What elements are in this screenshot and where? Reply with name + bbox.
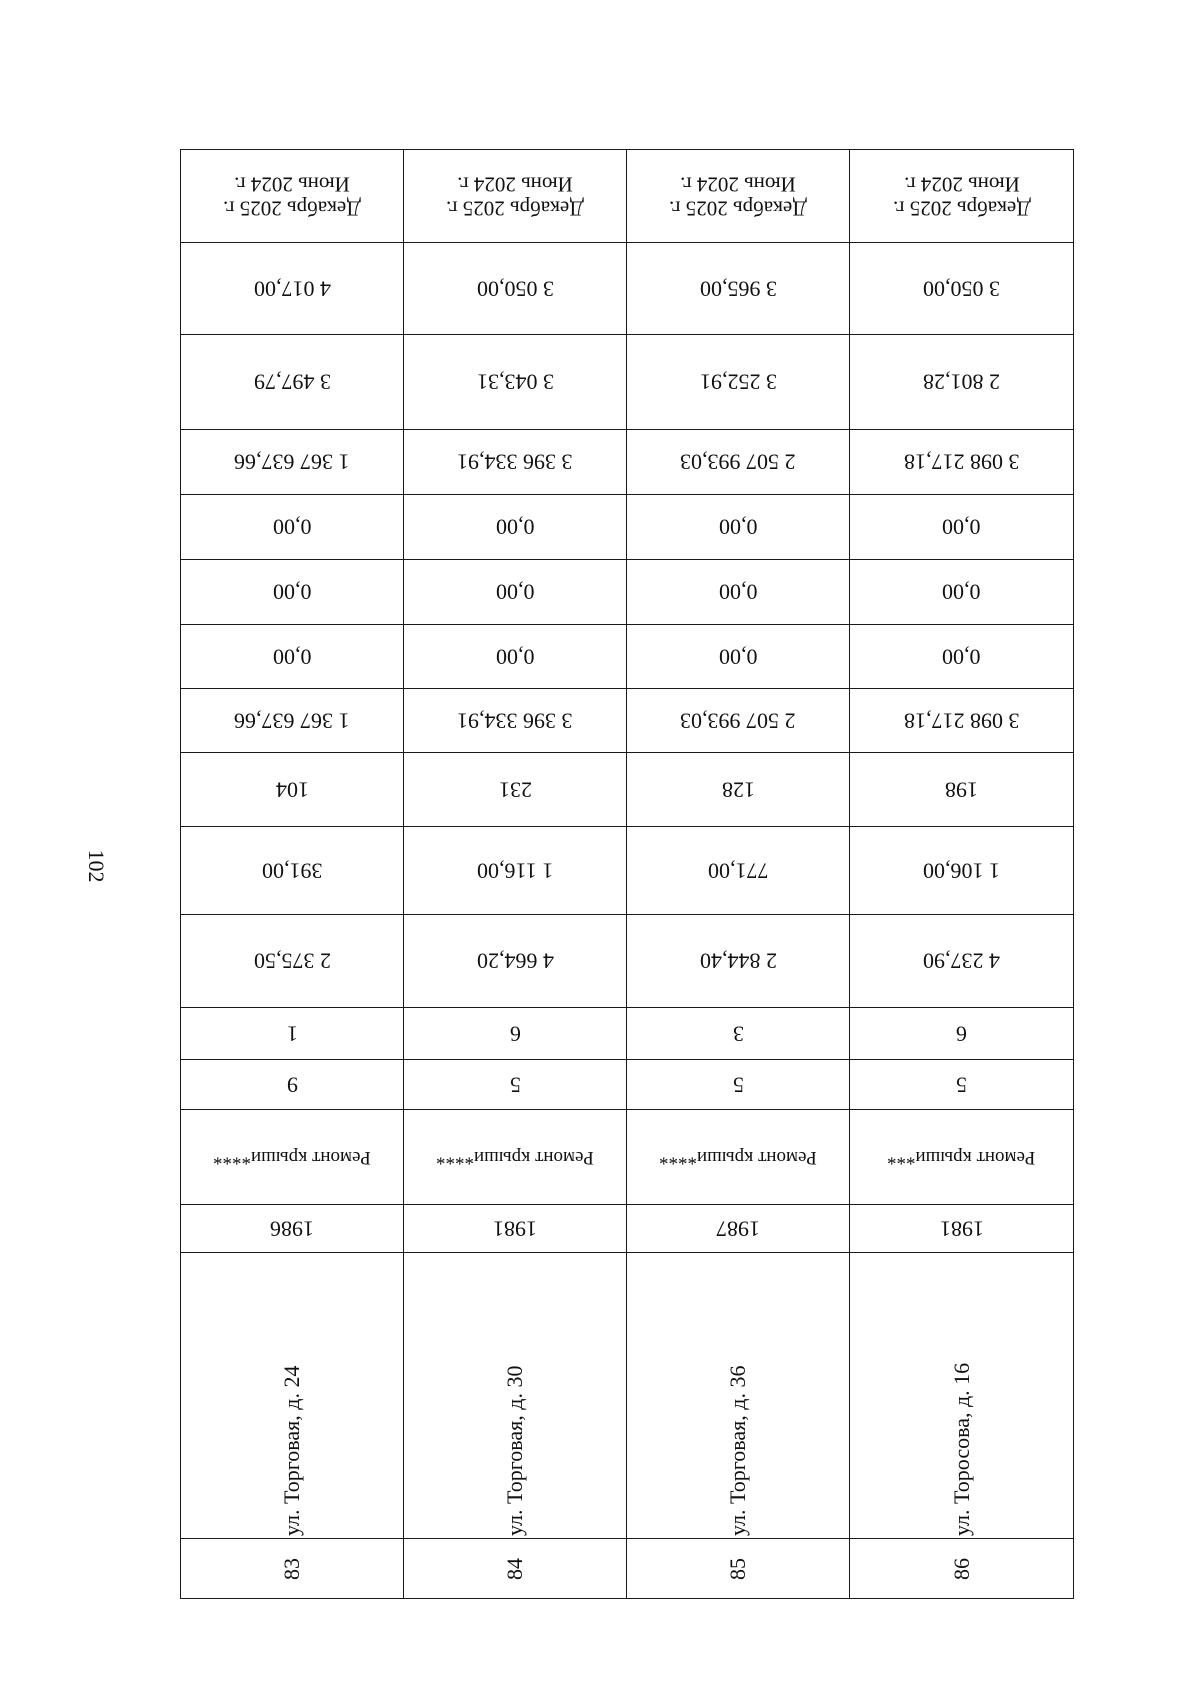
cell-v3 [181, 430, 404, 495]
value: 3 497,79 [253, 369, 331, 395]
cell-v11 [404, 1008, 627, 1060]
value: 391,00 [261, 858, 323, 884]
period-end: Декабрь 2025 г. [892, 196, 1031, 221]
cell-v11 [627, 1008, 850, 1060]
cell-number [404, 1539, 627, 1599]
cell-year [850, 1205, 1074, 1253]
build-year: 1981 [493, 1216, 537, 1242]
value: 1 367 637,66 [234, 449, 350, 475]
row-number [181, 1539, 1074, 1599]
value: 2 507 993,03 [680, 708, 796, 734]
value: 104 [275, 777, 309, 803]
cell-v7 [627, 689, 850, 753]
cell-address [627, 1253, 850, 1539]
value: 0,00 [272, 644, 312, 670]
cell-v12 [181, 1060, 404, 1110]
row-v2 [181, 335, 1074, 430]
cell-address [404, 1253, 627, 1539]
value: 6 [509, 1021, 521, 1047]
value: 0,00 [942, 579, 981, 605]
row-v1 [181, 243, 1074, 335]
cell-period [627, 150, 850, 243]
value: 5 [732, 1072, 744, 1098]
address: ул. Торосова, д. 16 [948, 1362, 974, 1536]
value: 2 375,50 [253, 948, 331, 974]
cell-v12 [850, 1060, 1074, 1110]
cell-v6 [850, 625, 1074, 689]
cell-v2 [627, 335, 850, 430]
row-v7 [181, 689, 1074, 753]
cell-number [627, 1539, 850, 1599]
value: 0,00 [272, 514, 312, 540]
value: 2 507 993,03 [680, 449, 796, 475]
registry-table [180, 149, 1074, 1599]
cell-v8 [181, 753, 404, 827]
value: 5 [509, 1072, 521, 1098]
value: 0,00 [495, 579, 535, 605]
period-end: Декабрь 2025 г. [223, 196, 361, 221]
row-period [181, 150, 1074, 243]
row-v11 [181, 1008, 1074, 1060]
value: 3 396 334,91 [457, 708, 573, 734]
cell-v11 [181, 1008, 404, 1060]
value: 4 664,20 [476, 948, 554, 974]
cell-v5 [627, 560, 850, 625]
cell-v10 [850, 915, 1074, 1008]
value: 3 043,31 [476, 369, 554, 395]
value: 2 844,40 [699, 948, 777, 974]
value: 4 017,00 [253, 276, 331, 302]
value: 3 050,00 [476, 276, 554, 302]
cell-v1 [627, 243, 850, 335]
value: 771,00 [707, 858, 769, 884]
value: 9 [286, 1072, 298, 1098]
page-number: 102 [84, 849, 109, 883]
row-v9 [181, 827, 1074, 915]
work-type: Ремонт крыши**** [659, 1146, 817, 1168]
cell-v8 [850, 753, 1074, 827]
value: 4 237,90 [923, 948, 1000, 974]
cell-v3 [627, 430, 850, 495]
cell-work [181, 1110, 404, 1205]
value: 3 050,00 [923, 276, 1000, 302]
value: 0,00 [495, 514, 535, 540]
value: 0,00 [942, 514, 981, 540]
cell-v1 [181, 243, 404, 335]
address: ул. Торговая, д. 36 [725, 1365, 750, 1536]
value: 1 367 637,66 [234, 708, 350, 734]
build-year: 1986 [270, 1216, 314, 1242]
build-year: 1987 [716, 1216, 760, 1242]
cell-v4 [404, 495, 627, 560]
cell-v4 [627, 495, 850, 560]
value: 0,00 [272, 579, 312, 605]
cell-v3 [850, 430, 1074, 495]
cell-v4 [850, 495, 1074, 560]
cell-v10 [627, 915, 850, 1008]
cell-address [850, 1253, 1074, 1539]
cell-year [181, 1205, 404, 1253]
row-number: 85 [725, 1557, 750, 1580]
row-v6 [181, 625, 1074, 689]
value: 0,00 [495, 644, 535, 670]
value: 198 [945, 777, 978, 803]
row-number: 84 [502, 1557, 527, 1580]
cell-v7 [181, 689, 404, 753]
value: 3 396 334,91 [457, 449, 573, 475]
value: 5 [956, 1072, 967, 1098]
value: 0,00 [718, 644, 758, 670]
cell-v1 [404, 243, 627, 335]
value: 0,00 [942, 644, 981, 670]
cell-v12 [627, 1060, 850, 1110]
cell-v9 [850, 827, 1074, 915]
cell-v1 [850, 243, 1074, 335]
address: ул. Торговая, д. 24 [279, 1365, 304, 1536]
cell-period [181, 150, 404, 243]
value: 3 252,91 [699, 369, 777, 395]
cell-v6 [181, 625, 404, 689]
cell-v4 [181, 495, 404, 560]
cell-v8 [404, 753, 627, 827]
period-start: Июнь 2024 г. [457, 172, 573, 196]
work-type: Ремонт крыши*** [887, 1146, 1036, 1168]
cell-v2 [404, 335, 627, 430]
row-v10 [181, 915, 1074, 1008]
row-v4 [181, 495, 1074, 560]
cell-v5 [404, 560, 627, 625]
row-work [181, 1110, 1074, 1205]
work-type: Ремонт крыши**** [213, 1146, 371, 1168]
row-number: 83 [279, 1557, 304, 1580]
value: 3 098 217,18 [903, 449, 1020, 475]
cell-work [627, 1110, 850, 1205]
value: 1 [286, 1021, 298, 1047]
cell-v9 [181, 827, 404, 915]
cell-v3 [404, 430, 627, 495]
period-start: Июнь 2024 г. [680, 172, 796, 196]
value: 231 [498, 777, 532, 803]
row-address [181, 1253, 1074, 1539]
cell-v2 [850, 335, 1074, 430]
cell-work [404, 1110, 627, 1205]
build-year: 1981 [939, 1216, 984, 1242]
value: 0,00 [718, 514, 758, 540]
cell-v7 [850, 689, 1074, 753]
cell-v5 [850, 560, 1074, 625]
row-v12 [181, 1060, 1074, 1110]
cell-year [404, 1205, 627, 1253]
period-end: Декабрь 2025 г. [669, 196, 807, 221]
value: 1 106,00 [923, 858, 1000, 884]
value: 2 801,28 [923, 369, 1000, 395]
row-v8 [181, 753, 1074, 827]
period-start: Июнь 2024 г. [903, 172, 1020, 196]
value: 3 965,00 [699, 276, 777, 302]
value: 6 [956, 1021, 967, 1047]
value: 128 [721, 777, 755, 803]
cell-v8 [627, 753, 850, 827]
value: 0,00 [718, 579, 758, 605]
cell-number [181, 1539, 404, 1599]
cell-period [404, 150, 627, 243]
row-year [181, 1205, 1074, 1253]
value: 3 [732, 1021, 744, 1047]
row-number: 86 [948, 1557, 974, 1580]
period-end: Декабрь 2025 г. [446, 196, 584, 221]
cell-v12 [404, 1060, 627, 1110]
cell-v7 [404, 689, 627, 753]
cell-work [850, 1110, 1074, 1205]
cell-period [850, 150, 1074, 243]
cell-v6 [627, 625, 850, 689]
value: 1 116,00 [476, 858, 554, 884]
cell-v6 [404, 625, 627, 689]
row-v3 [181, 430, 1074, 495]
cell-address [181, 1253, 404, 1539]
cell-v9 [404, 827, 627, 915]
period-start: Июнь 2024 г. [234, 172, 350, 196]
cell-v10 [404, 915, 627, 1008]
cell-year [627, 1205, 850, 1253]
cell-v11 [850, 1008, 1074, 1060]
row-v5 [181, 560, 1074, 625]
cell-v5 [181, 560, 404, 625]
cell-v9 [627, 827, 850, 915]
address: ул. Торговая, д. 30 [502, 1365, 527, 1536]
work-type: Ремонт крыши**** [436, 1146, 594, 1168]
cell-number [850, 1539, 1074, 1599]
cell-v2 [181, 335, 404, 430]
value: 3 098 217,18 [903, 708, 1020, 734]
cell-v10 [181, 915, 404, 1008]
